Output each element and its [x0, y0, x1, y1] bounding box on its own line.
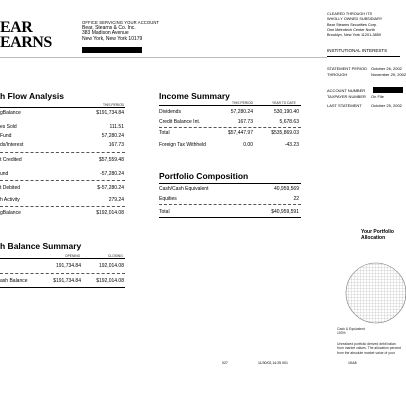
cash-flow-row: ds/Interest	[0, 142, 24, 148]
cash-flow-row: t Debited	[0, 185, 21, 191]
pie-slice-cash	[346, 263, 406, 323]
portfolio-composition-title: Portfolio Composition	[159, 171, 249, 181]
office-name: Bear, Stearns & Co. Inc.	[82, 24, 136, 31]
clearing-info: CLEARED THROUGH ITS WHOLLY OWNED SUBSIDIARY Bear Stearns Securities Corp. One Metrotech Center North Brooklyn, New York 11201-3859	[327, 12, 383, 37]
office-label: OFFICE SERVICING YOUR ACCOUNT	[82, 20, 160, 25]
cash-flow-col: THIS PERIOD	[103, 103, 125, 107]
office-street: 383 Madison Avenue	[82, 30, 129, 37]
cash-flow-row: gBalance	[0, 210, 21, 216]
redacted-block	[82, 47, 142, 53]
income-summary-title: Income Summary	[159, 91, 230, 101]
firm-logo: EAR EARNS	[0, 19, 52, 51]
header-rule	[0, 57, 327, 58]
cash-flow-title: h Flow Analysis	[0, 91, 64, 101]
account-redacted	[373, 87, 403, 93]
header-rule-right	[327, 56, 400, 57]
portfolio-row: Cash/Cash Equivalent	[159, 186, 209, 192]
cash-balance-title: h Balance Summary	[0, 241, 82, 251]
income-row: Foreign Tax Withheld	[159, 142, 206, 148]
allocation-title: Your Portfolio Allocation	[361, 229, 394, 241]
office-address	[82, 20, 159, 42]
office-city: New York, New York 10179	[82, 35, 143, 42]
allocation-note: Unrealized portfolio derived debit balan from market values. The allocation percent from the absolute market value of your	[337, 342, 402, 355]
cash-flow-row: Fund	[0, 133, 12, 139]
footer-code: 11/30/02,14:25 001	[258, 361, 288, 365]
income-row: Credit Balance Int.	[159, 119, 201, 125]
cash-balance-row: ash Balance	[0, 278, 28, 284]
cash-flow-row: gBalance	[0, 110, 21, 116]
income-row: Dividends	[159, 109, 181, 115]
footer-ref: 1KA8	[348, 361, 357, 365]
portfolio-row: Equities	[159, 196, 177, 202]
cash-flow-row: es Sold	[0, 124, 17, 130]
pie-slice-label: Cash & Equivalent 100%	[337, 327, 365, 336]
portfolio-row: Total	[159, 209, 170, 215]
cash-flow-row: t Credited	[0, 157, 22, 163]
cash-flow-row: und	[0, 171, 9, 177]
institutional-interests: INSTITUTIONAL INTERESTS	[327, 48, 388, 53]
cash-flow-row: h Activity	[0, 197, 20, 203]
footer-page: 027	[222, 361, 228, 365]
income-row: Total	[159, 130, 170, 136]
allocation-pie	[330, 258, 400, 328]
